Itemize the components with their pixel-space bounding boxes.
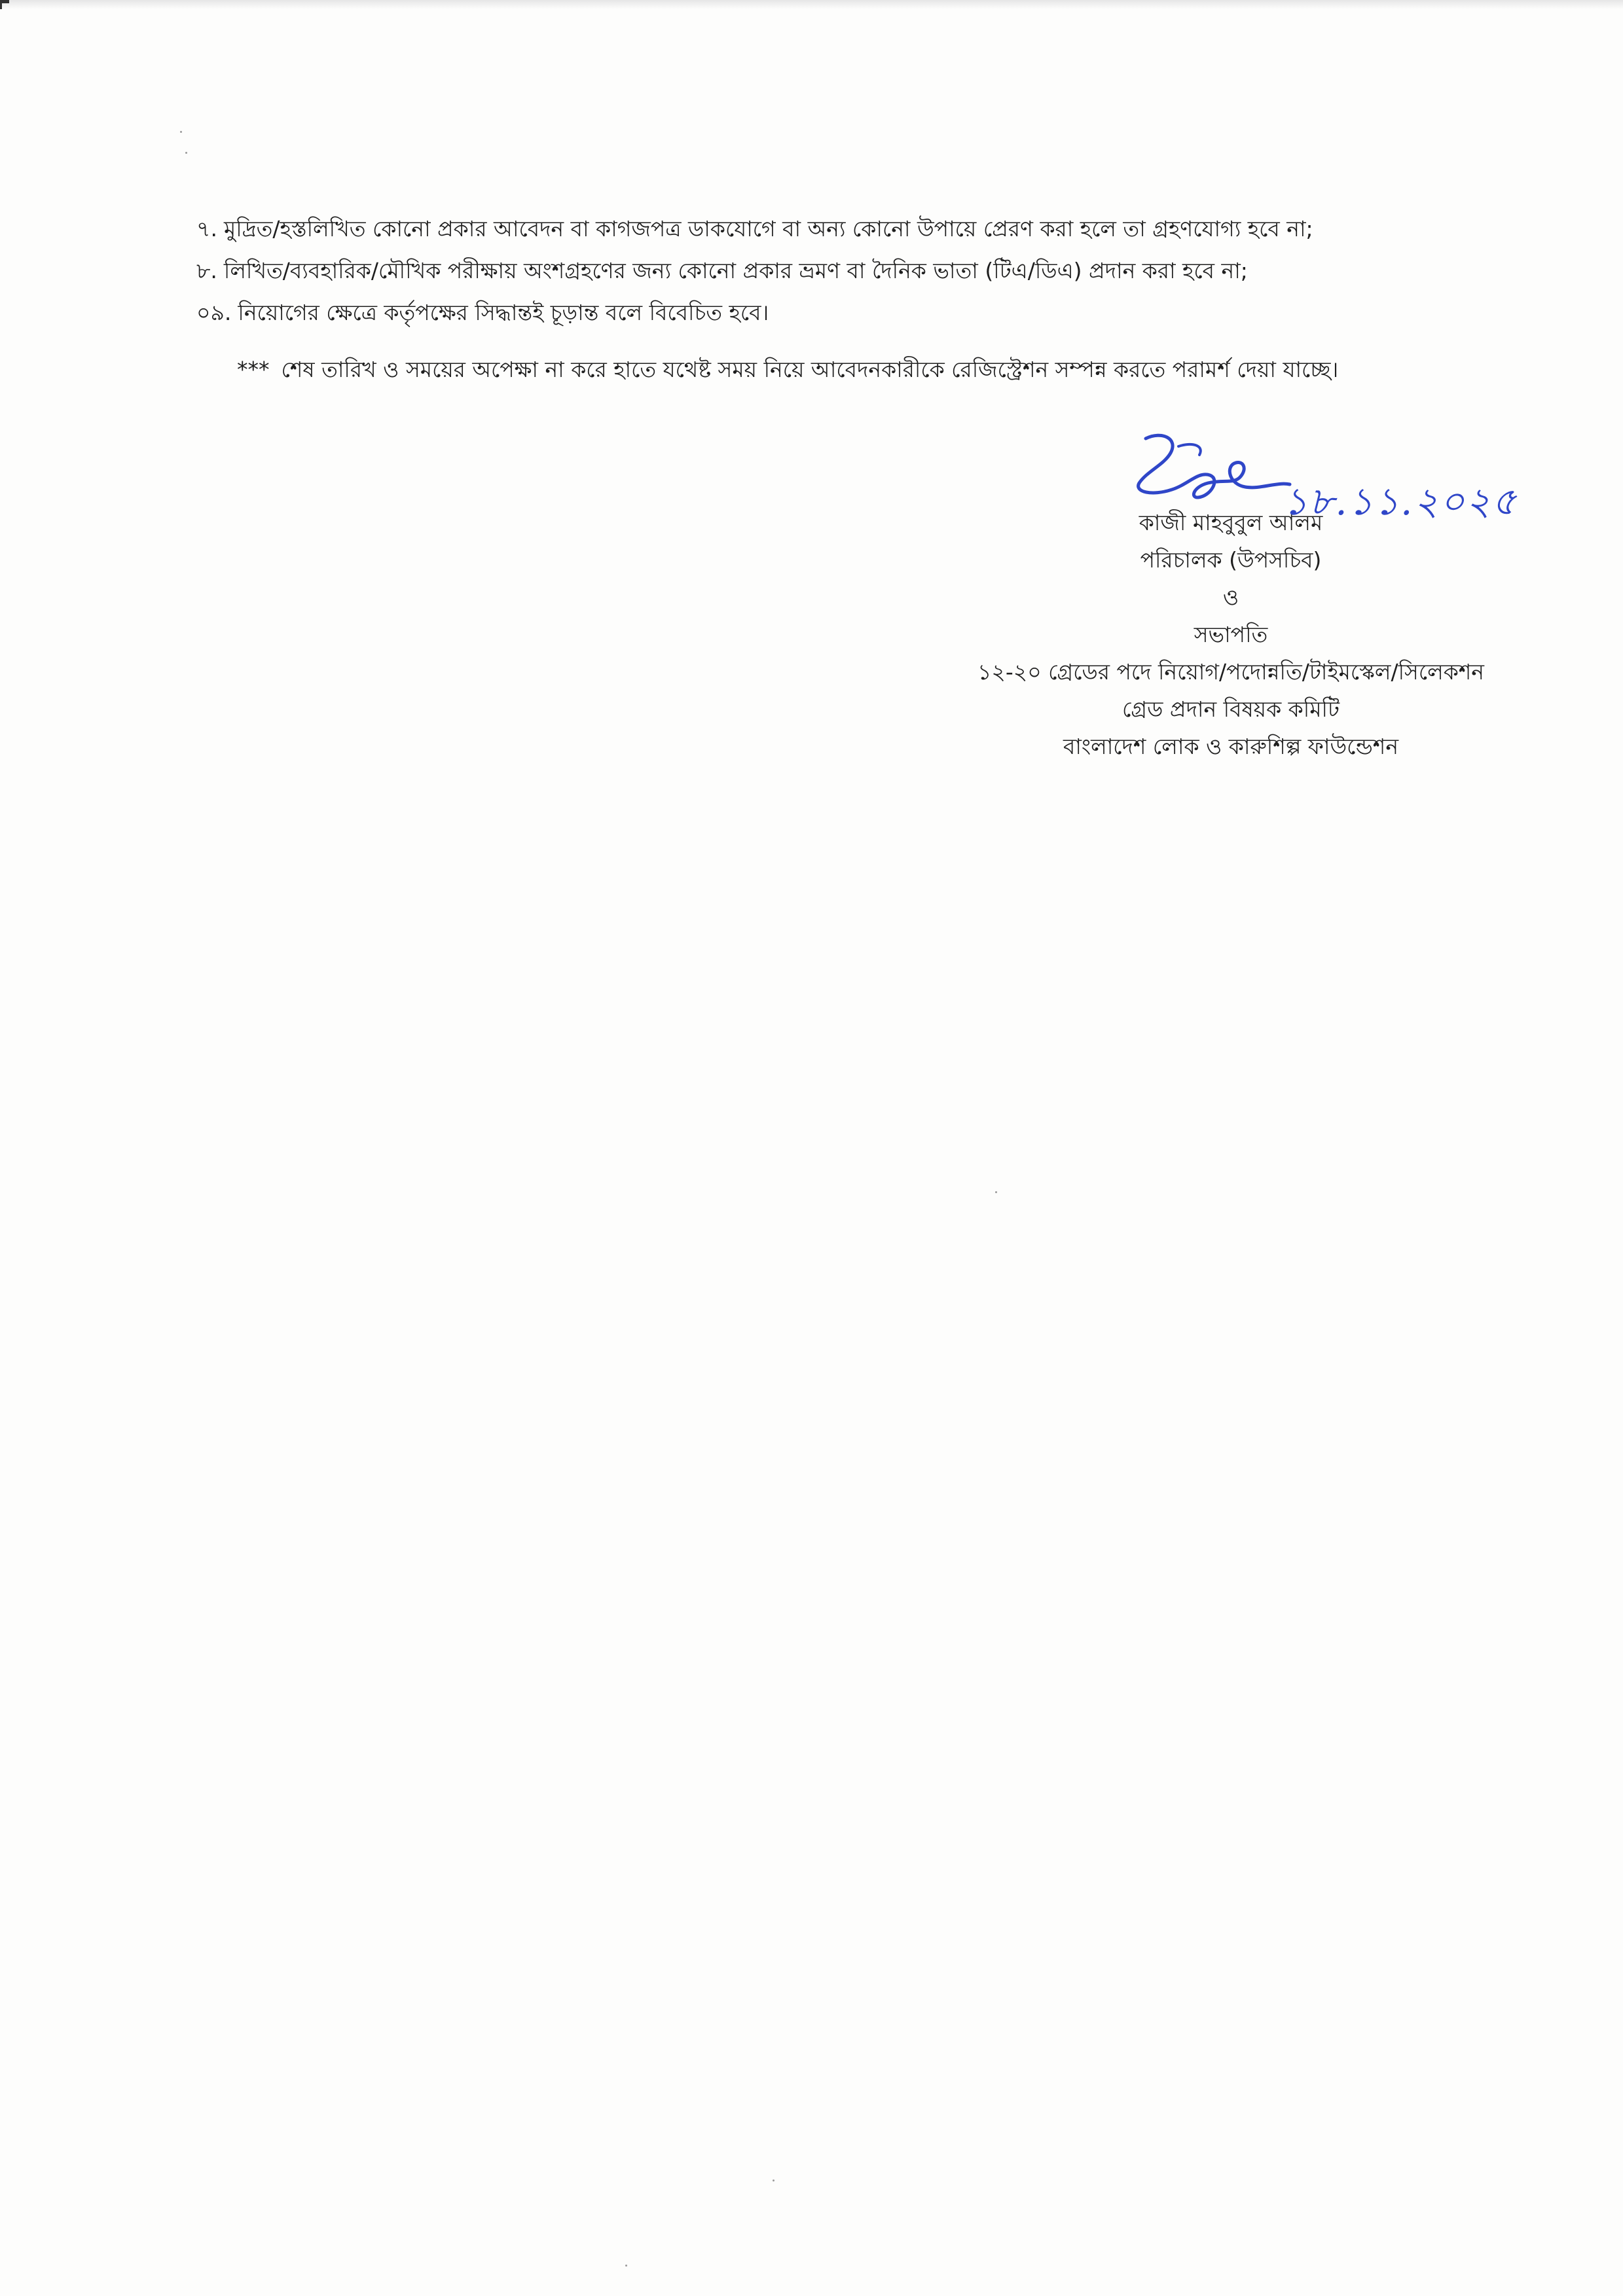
signature-date: ১৮.১১.২০২৫ xyxy=(1283,479,1518,524)
condition-number: ৭. xyxy=(196,216,217,242)
scan-speck xyxy=(180,131,182,133)
scan-corner-mark xyxy=(0,0,9,9)
scan-speck xyxy=(995,1191,997,1193)
signatory-name: কাজী মাহবুবুল আলম xyxy=(1139,510,1323,535)
conditions-list xyxy=(196,208,1539,334)
scan-speck xyxy=(773,2179,775,2181)
condition-text: নিয়োগের ক্ষেত্রে কর্তৃপক্ষের সিদ্ধান্তই চূড়ান্ত বলে বিবেচিত হবে। xyxy=(238,300,769,325)
advisory-notice xyxy=(237,353,1546,386)
signatory-role: সভাপতি xyxy=(1194,622,1268,647)
scan-speck xyxy=(185,152,187,154)
scan-speck xyxy=(625,2265,627,2267)
scan-edge xyxy=(0,0,1623,9)
committee-line-1: ১২-২০ গ্রেডের পদে নিয়োগ/পদোন্নতি/টাইমস্কেল/সিলেকশন xyxy=(977,659,1485,685)
condition-item xyxy=(196,208,1539,250)
committee-line-2: গ্রেড প্রদান বিষয়ক কমিটি xyxy=(1122,696,1340,722)
signatory-conjunction: ও xyxy=(1222,584,1239,610)
signatory-designation: পরিচালক (উপসচিব) xyxy=(1140,547,1322,573)
condition-item xyxy=(196,292,1539,334)
notice-text: শেষ তারিখ ও সময়ের অপেক্ষা না করে হাতে যথেষ্ট সময় নিয়ে আবেদনকারীকে রেজিস্ট্রেশন সম্পন্ন করতে পরামর্শ দেয়া যাচ্ছে। xyxy=(281,357,1339,382)
notice-stars: *** xyxy=(237,357,270,382)
condition-number: ০৯. xyxy=(196,300,232,325)
condition-item xyxy=(196,250,1539,292)
organization-name: বাংলাদেশ লোক ও কারুশিল্প ফাউন্ডেশন xyxy=(1063,734,1399,759)
signatory-block xyxy=(838,504,1623,765)
condition-text: মুদ্রিত/হস্তলিখিত কোনো প্রকার আবেদন বা কাগজপত্র ডাকযোগে বা অন্য কোনো উপায়ে প্রেরণ করা হলে তা গ্রহণযোগ্য হবে না; xyxy=(223,216,1313,242)
condition-number: ৮. xyxy=(196,258,217,283)
condition-text: লিখিত/ব্যবহারিক/মৌখিক পরীক্ষায় অংশগ্রহণের জন্য কোনো প্রকার ভ্রমণ বা দৈনিক ভাতা (টিএ/ডিএ) প্রদান করা হবে না; xyxy=(223,258,1248,283)
